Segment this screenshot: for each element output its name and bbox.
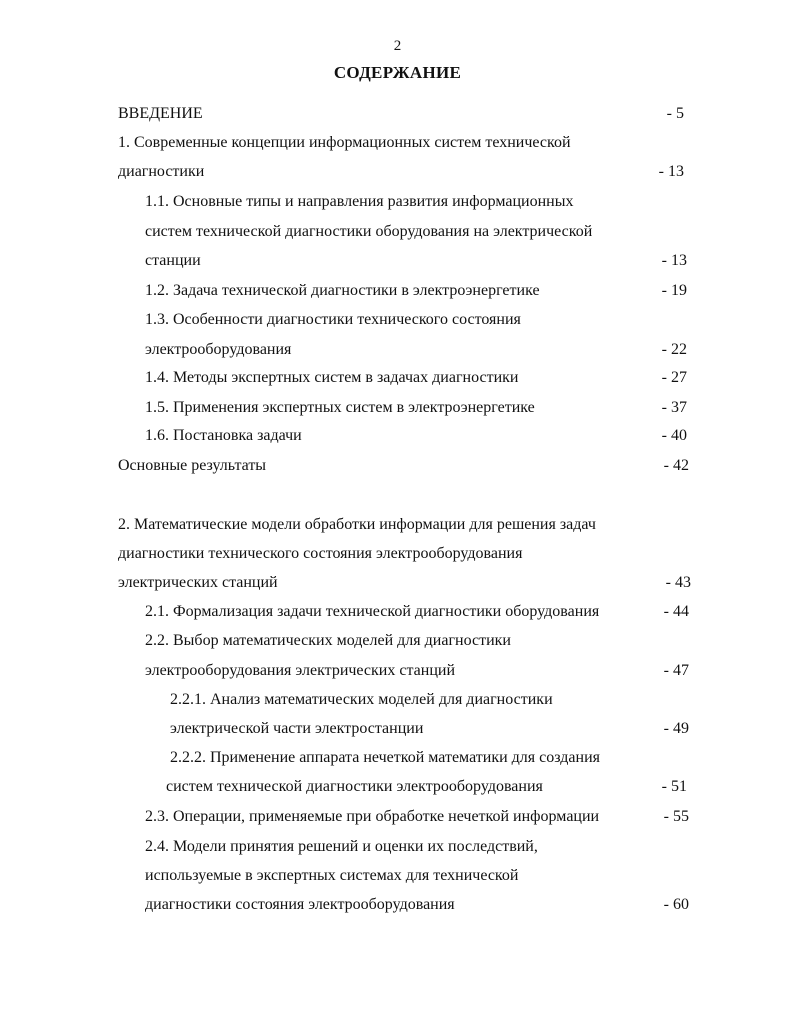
toc-s2-4-line2[interactable]: используемые в экспертных системах для технической [145,867,519,884]
toc-ch1-line2[interactable]: диагностики [118,163,205,180]
toc-s1-5-text[interactable]: 1.5. Применения экспертных систем в электроэнергетике [145,399,535,416]
toc-s1-2-text[interactable]: 1.2. Задача технической диагностики в электроэнергетике [145,282,540,299]
toc-ch2-line3[interactable]: электрических станций [118,574,278,591]
toc-s1-3-page: - 22 [661,341,687,358]
toc-s2-2-line1[interactable]: 2.2. Выбор математических моделей для диагностики [145,632,511,649]
toc-s1-2-page: - 19 [661,282,687,299]
toc-s2-4-page: - 60 [663,896,689,913]
toc-s1-3-line2[interactable]: электрооборудования [145,341,292,358]
toc-s2-1-text[interactable]: 2.1. Формализация задачи технической диагностики оборудования [145,603,600,620]
toc-s1-3-line1[interactable]: 1.3. Особенности диагностики технического состояния [145,311,521,328]
toc-s2-2-page: - 47 [663,662,689,679]
toc-ch2-line2[interactable]: диагностики технического состояния электрооборудования [118,545,523,562]
page-number: 2 [393,38,402,54]
toc-s1-6-text[interactable]: 1.6. Постановка задачи [145,427,302,444]
toc-s1-4-text[interactable]: 1.4. Методы экспертных систем в задачах диагностики [145,369,519,386]
toc-s2-1-page: - 44 [663,603,689,620]
toc-results-page: - 42 [663,457,689,474]
toc-ch1-line1[interactable]: 1. Современные концепции информационных систем технической [118,134,571,151]
toc-s1-1-line1[interactable]: 1.1. Основные типы и направления развития информационных [145,193,574,210]
toc-s2-2-2-page: - 51 [661,778,687,795]
toc-s1-5-page: - 37 [661,399,687,416]
toc-s2-2-line2[interactable]: электрооборудования электрических станций [145,662,456,679]
toc-intro-text[interactable]: ВВЕДЕНИЕ [118,105,203,122]
page-title: СОДЕРЖАНИЕ [333,63,462,82]
toc-s1-1-line2[interactable]: систем технической диагностики оборудования на электрической [145,223,593,240]
toc-s2-4-line1[interactable]: 2.4. Модели принятия решений и оценки их последствий, [145,838,538,855]
toc-s1-4-page: - 27 [661,369,687,386]
toc-s2-2-1-line1[interactable]: 2.2.1. Анализ математических моделей для диагностики [170,691,553,708]
toc-s2-4-line3[interactable]: диагностики состояния электрооборудования [145,896,455,913]
toc-s2-2-2-line2[interactable]: систем технической диагностики электрооборудования [166,778,543,795]
toc-s1-1-line3[interactable]: станции [145,252,201,269]
toc-intro-page: - 5 [666,105,684,122]
toc-s2-2-1-line2[interactable]: электрической части электростанции [170,720,424,737]
toc-s1-1-page: - 13 [661,252,687,269]
toc-ch2-page: - 43 [665,574,691,591]
toc-results-text[interactable]: Основные результаты [118,457,267,474]
toc-s1-6-page: - 40 [661,427,687,444]
toc-s2-3-text[interactable]: 2.3. Операции, применяемые при обработке нечеткой информации [145,808,600,825]
toc-ch2-line1[interactable]: 2. Математические модели обработки информации для решения задач [118,516,596,533]
toc-ch1-page: - 13 [658,163,684,180]
toc-s2-3-page: - 55 [663,808,689,825]
toc-s2-2-1-page: - 49 [663,720,689,737]
toc-s2-2-2-line1[interactable]: 2.2.2. Применение аппарата нечеткой математики для создания [170,749,600,766]
